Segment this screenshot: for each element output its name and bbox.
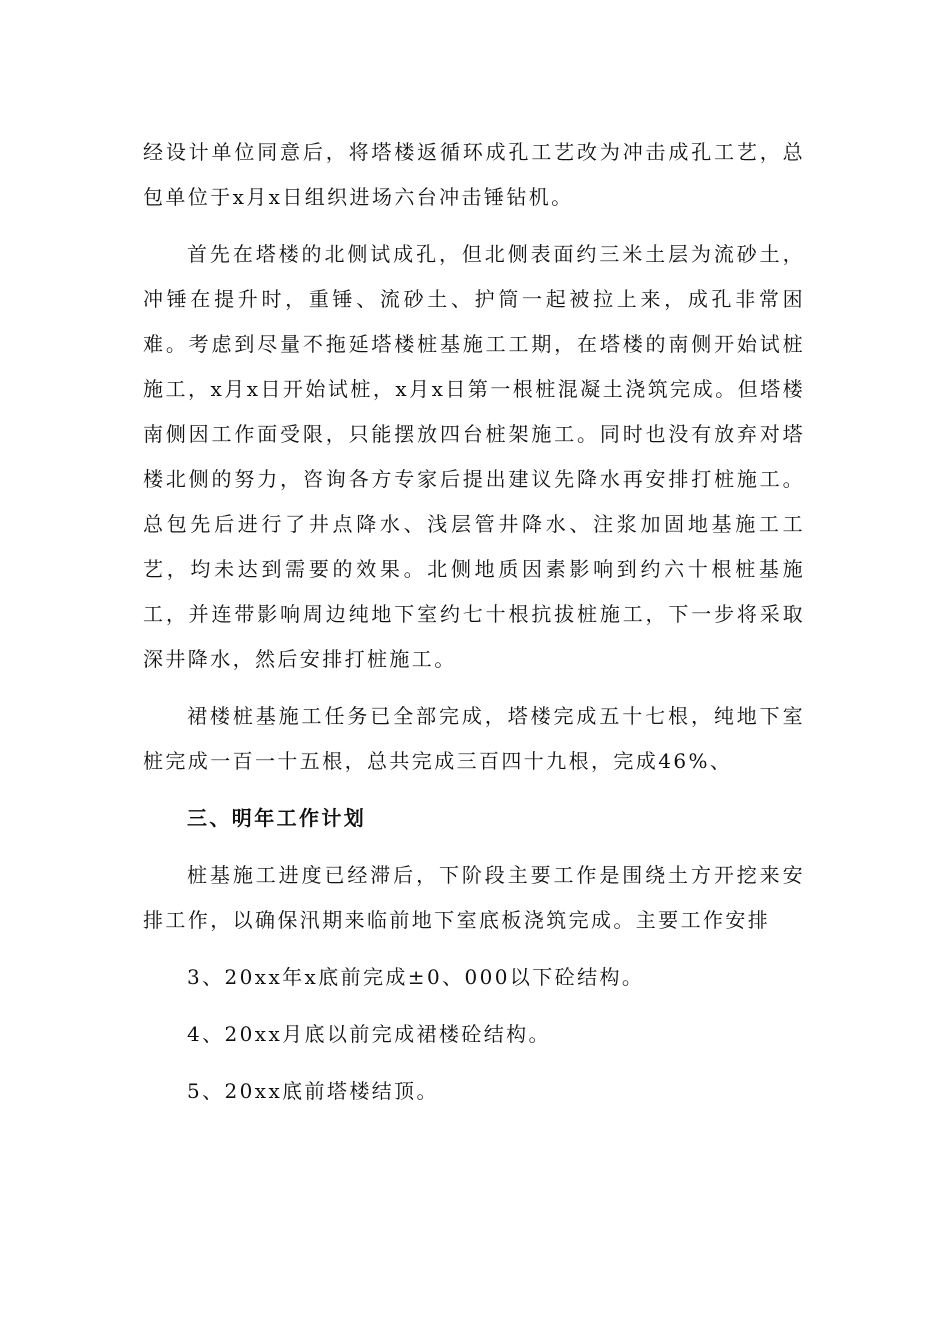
plan-item: 4、20xx月底以前完成裙楼砼结构。 xyxy=(187,1022,551,1046)
plan-intro: 桩基施工进度已经滞后，下阶段主要工作是围绕土方开挖来安排工作，以确保汛期来临前地下室底板浇筑完成。主要工作安排 xyxy=(143,863,805,932)
paragraph-design-change: 经设计单位同意后，将塔楼返循环成孔工艺改为冲击成孔工艺，总包单位于x月x日组织进场六台冲击锤钻机。 xyxy=(143,140,805,209)
document-body xyxy=(143,130,805,1114)
plan-item: 3、20xx年x底前完成±0、000以下砼结构。 xyxy=(187,965,645,989)
section-heading: 三、明年工作计划 xyxy=(187,806,367,830)
plan-item: 5、20xx底前塔楼结顶。 xyxy=(187,1079,439,1103)
paragraph-north-side-trial: 首先在塔楼的北侧试成孔，但北侧表面约三米土层为流砂土，冲锤在提升时，重锤、流砂土、护筒一起被拉上来，成孔非常困难。考虑到尽量不拖延塔楼桩基施工工期，在塔楼的南侧开始试桩施工，x月x日开始试桩，x月x日第一根桩混凝土浇筑完成。但塔楼南侧因工作面受限，只能摆放四台桩架施工。同时也没有放弃对塔楼北侧的努力，咨询各方专家后提出建议先降水再安排打桩施工。总包先后进行了井点降水、浅层管井降水、注浆加固地基施工工艺，均未达到需要的效果。北侧地质因素影响到约六十根桩基施工，并连带影响周边纯地下室约七十根抗拔桩施工，下一步将采取深井降水，然后安排打桩施工。 xyxy=(143,242,805,671)
paragraph-progress-summary: 裙楼桩基施工任务已全部完成，塔楼完成五十七根，纯地下室桩完成一百一十五根，总共完成三百四十九根，完成46%、 xyxy=(143,704,805,773)
